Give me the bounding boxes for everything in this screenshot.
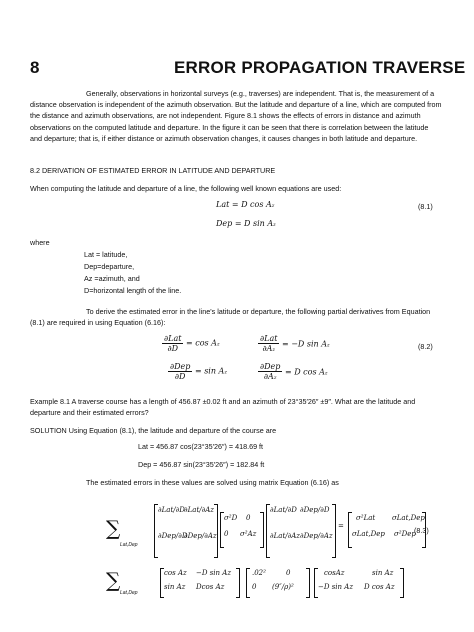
equation-dep: Dep = D sin Az	[216, 219, 276, 228]
matrix-intro: The estimated errors in these values are solved using matrix Equation (6.16) as	[86, 478, 339, 487]
dep-calculation: Dep = 456.87 sin(23°35′26″) = 182.84 ft	[138, 460, 265, 469]
matrix-equation-8-3: ∑ Lat,Dep ∂Lat/∂D ∂Lat/∂Az ∂Dep/∂D ∂Dep/∂Az σ²D 0 0 σ²Az ∂Lat/∂D ∂Dep/∂D ∂Lat/∂Az ∂Dep/∂Az = σ²Lat σLat,Dep σLat,Dep σ²Dep	[100, 498, 430, 560]
sigma-symbol: ∑	[106, 516, 121, 540]
sigma-subscript: Lat,Dep	[120, 542, 138, 548]
definition-az: Az =azimuth, and	[84, 274, 140, 283]
definition-lat: Lat = latitude,	[84, 250, 128, 259]
example-text: Example 8.1 A traverse course has a length of 456.87 ±0.02 ft and an azimuth of 23°35′26″ ±9″. What are the latitude and departure and their estimated errors?	[30, 397, 416, 418]
intro-paragraph: Generally, observations in horizontal surveys (e.g., traverses) are independent. That is, the measurement of a distance observation is independent of the azimuth observation. But the latitude and departure of a line, which are computed from the distance and azimuth observations, are not independent. Figure 8.1 shows the effects of errors in distance and azimuth observations on the computed latitude and departure. In the figure it can be seen that there is correlation between the latitude and departure; that is, if either distance or azimuth observation changes, it causes changes in both latitude and departure.	[30, 89, 442, 143]
partial-lat-az: $\frac{\text{∂Lat}}{\partial Az}$ = −D sin Az	[260, 334, 330, 353]
definition-d: D=horizontal length of the line.	[84, 286, 182, 295]
partials-intro: To derive the estimated error in the line's latitude or departure, the following partial derivatives from Equation (8.1) are required in using Equation (6.16):	[30, 307, 431, 328]
chapter-number: 8	[30, 58, 40, 77]
equation-number-8-2: (8.2)	[418, 342, 433, 351]
equation-number-8-3: (8.3)	[414, 526, 429, 535]
solution-text: SOLUTION Using Equation (8.1), the latitude and departure of the course are	[30, 426, 277, 435]
matrix-equation-substituted: ∑ Lat,Dep cos Az −D sin Az sin Az Dcos Az .02² 0 0 (9″/ρ)² cosAz sin Az −D sin Az D cos Az	[100, 566, 430, 602]
lat-calculation: Lat = 456.87 cos(23°35′26″) = 418.69 ft	[138, 442, 264, 451]
partial-dep-az: $\frac{\text{∂Dep}}{\partial Az}$ = D cos Az	[260, 362, 328, 381]
equation-lat: Lat = D cos Az	[216, 200, 275, 209]
partial-dep-d: $\frac{\text{∂Dep}}{\partial D}$ = sin Az	[170, 362, 227, 381]
chapter-title: ERROR PROPAGATION TRAVERSE	[174, 58, 466, 77]
equation-number-8-1: (8.1)	[418, 202, 433, 211]
definition-dep: Dep=departure,	[84, 262, 135, 271]
sigma-subscript-2: Lat,Dep	[120, 590, 138, 596]
where-label: where	[30, 238, 50, 247]
sigma-symbol-2: ∑	[106, 568, 121, 592]
section-heading: 8.2 DERIVATION OF ESTIMATED ERROR IN LATITUDE AND DEPARTURE	[30, 166, 276, 175]
partial-lat-d: $\frac{\text{∂Lat}}{\partial D}$ = cos Az	[164, 334, 220, 353]
equations-intro: When computing the latitude and departure of a line, the following well known equations are used:	[30, 184, 342, 193]
